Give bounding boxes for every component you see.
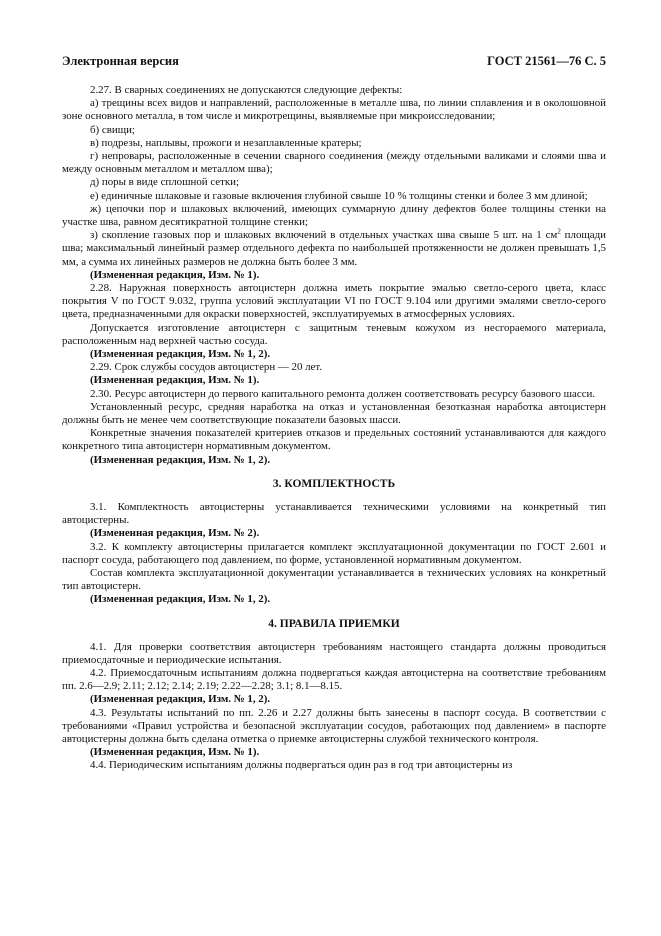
paragraph: 2.27. В сварных соединениях не допускаются следующие дефекты: (90, 84, 403, 96)
paragraph: Состав комплекта эксплуатационной документации устанавливается в технических условиях на конкретный тип автоцистерн. (62, 566, 606, 593)
paragraph: 2.30. Ресурс автоцистерн до первого капитального ремонта должен соответствовать ресурсу базового шасси. (90, 387, 596, 400)
amendment-note: (Измененная редакция, Изм. № 1, 2). (90, 693, 271, 706)
paragraph: Конкретные значения показателей критериев отказов и предельных состояний устанавливаются для каждого конкретного типа автоцистерн нормативным документом. (62, 427, 606, 453)
paragraph: 2.29. Срок службы сосудов автоцистерн — 20 лет. (90, 361, 323, 374)
paragraph: г) непровары, расположенные в сечении сварного соединения (между отдельными валиками и слоями шва и между основным металлом и металлом шва); (62, 150, 606, 176)
paragraph: б) свищи; (90, 123, 135, 136)
paragraph: 4.1. Для проверки соответствия автоцистерн требованиям настоящего стандарта должны проводиться приемосдаточные и периодические испытания. (62, 640, 606, 666)
section-heading: 4. ПРАВИЛА ПРИЕМКИ (268, 617, 400, 630)
section-heading: 3. КОМПЛЕКТНОСТЬ (272, 477, 396, 490)
text-fragment: площади шва; максимальный линейный размер отдельного дефекта по наибольшей протяженности не должен превышать 1,5 мм, а сумма их линейных размеров не должна быть более 3 мм. (62, 229, 606, 268)
amendment-note: (Измененная редакция, Изм. № 1). (90, 268, 260, 281)
standard-page-number: ГОСТ 21561—76 С. 5 (487, 54, 606, 68)
paragraph: Допускается изготовление автоцистерн с защитным теневым кожухом из несгораемого материала, расположенным над верхней частью сосуда. (62, 321, 606, 347)
paragraph: е) единичные шлаковые и газовые включения глубиной свыше 10 % толщины стенки и более 3 мм длиной; (90, 189, 588, 202)
page-header (62, 54, 606, 70)
paragraph: Установленный ресурс, средняя наработка на отказ и установленная безотказная наработка автоцистерн должны быть не менее чем соответствующие показатели базовых шасси. (62, 400, 606, 427)
paragraph: 3.1. Комплектность автоцистерны устанавливается техническими условиями на конкретный тип автоцистерны. (62, 500, 606, 527)
document-body (62, 84, 606, 773)
paragraph: ж) цепочки пор и шлаковых включений, имеющих суммарную длину дефектов более толщины стенки на участке шва, равном десятикратной толщине стенки; (62, 202, 606, 229)
edition-label: Электронная версия (62, 54, 179, 68)
amendment-note: (Измененная редакция, Изм. № 1). (90, 374, 260, 387)
paragraph: 4.3. Результаты испытаний по пп. 2.26 и 2.27 должны быть занесены в паспорт сосуда. В соответствии с требованиями «Правил устройства и безопасной эксплуатации сосудов, работающих под давлением» в паспорте автоцистерны должна быть сделана отметка о приемке автоцистерны службой технического контроля. (62, 706, 606, 745)
paragraph: 4.2. Приемосдаточным испытаниям должна подвергаться каждая автоцистерна на соответствие требованиям пп. 2.6—2.9; 2.11; 2.12; 2.14; 2.19; 2.22—2.28; 3.1; 8.1—8.15. (62, 666, 606, 693)
superscript: 2 (557, 227, 561, 236)
paragraph (62, 229, 606, 269)
paragraph: д) поры в виде сплошной сетки; (90, 176, 240, 189)
paragraph: а) трещины всех видов и направлений, расположенные в металле шва, по линии сплавления и в околошовной зоне основного металла, в том числе и микротрещины, выявляемые при микроисследовании; (62, 97, 606, 123)
paragraph: в) подрезы, наплывы, прожоги и незаплавленные кратеры; (90, 136, 362, 149)
amendment-note: (Измененная редакция, Изм. № 1). (90, 746, 260, 759)
paragraph: 4.4. Периодическим испытаниям должны подвергаться один раз в год три автоцистерны из (90, 759, 513, 772)
text-fragment: з) скопление газовых пор и шлаковых включений в отдельных участках шва свыше 5 шт. на 1 см (90, 229, 558, 242)
paragraph: 3.2. К комплекту автоцистерны прилагается комплект эксплуатационной документации по ГОСТ 2.601 и паспорт сосуда, работающего под давлением, по форме, установленной нормативным документом. (62, 540, 606, 566)
amendment-note: (Измененная редакция, Изм. № 1, 2). (90, 453, 271, 466)
paragraph: 2.28. Наружная поверхность автоцистерн должна иметь покрытие эмалью светло-серого цвета, класс покрытия V по ГОСТ 9.032, группа условий эксплуатации VI по ГОСТ 9.104 или другими эмалями светло-серого цвета, предназначенными для окраски поверхностей, эксплуатируемых в атмосферных условиях. (62, 282, 606, 321)
amendment-note: (Измененная редакция, Изм. № 1, 2). (90, 348, 271, 361)
amendment-note: (Измененная редакция, Изм. № 2). (90, 527, 260, 540)
amendment-note: (Измененная редакция, Изм. № 1, 2). (90, 593, 271, 606)
